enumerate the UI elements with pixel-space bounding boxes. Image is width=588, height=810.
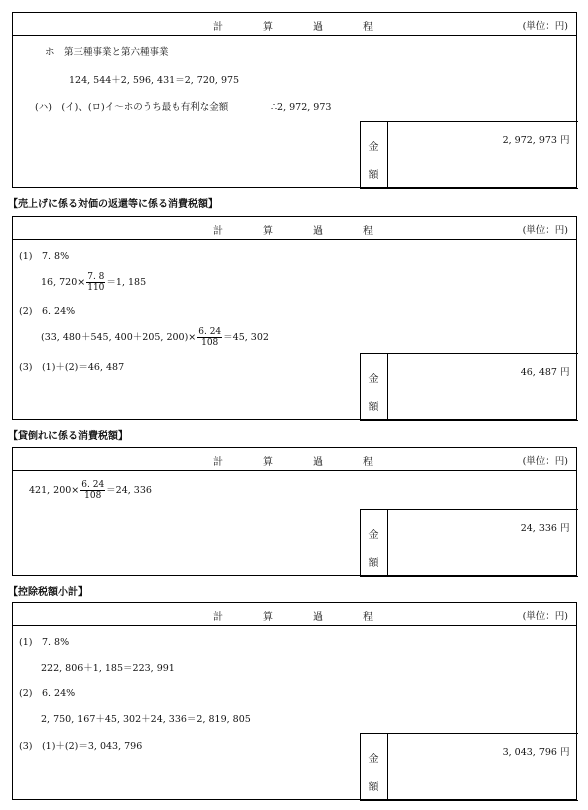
header-char: 過 bbox=[313, 22, 323, 33]
calc-line: (3) (1)＋(2)＝46, 487 bbox=[19, 362, 125, 373]
calc-box-1 bbox=[12, 12, 577, 188]
header-char: 計 bbox=[213, 226, 223, 237]
fraction: $\frac{6. 24}{108}$ bbox=[81, 480, 105, 501]
calc-line: (1) 7. 8% bbox=[19, 251, 70, 262]
amount-value: 24, 336 円 bbox=[520, 522, 570, 534]
header-char: 程 bbox=[363, 612, 373, 623]
amount-label: 金 額 bbox=[361, 354, 388, 420]
calc-box-2 bbox=[12, 216, 577, 420]
calc-line: (2) 6. 24% bbox=[19, 306, 76, 317]
fraction: $\frac{7. 8}{110}$ bbox=[87, 272, 105, 293]
header-char: 過 bbox=[313, 457, 323, 468]
calc-line: ホ 第三種事業と第六種事業 bbox=[45, 47, 169, 58]
calc-line: 421, 200× $\frac{6. 24}{108}$ ＝24, 336 bbox=[29, 480, 152, 501]
unit-label: (単位：円) bbox=[522, 611, 568, 622]
header-char: 程 bbox=[363, 22, 373, 33]
amount-value: 2, 972, 973 円 bbox=[502, 134, 570, 146]
calc-header bbox=[13, 448, 576, 471]
section-title: 【控除税額小計】 bbox=[8, 587, 88, 598]
amount-label: 金 額 bbox=[361, 510, 388, 576]
calc-line: (33, 480＋545, 400＋205, 200)× $\frac{6. 24}{108}$ ＝45, 302 bbox=[41, 327, 269, 348]
calc-header bbox=[13, 13, 576, 36]
calc-box-3 bbox=[12, 447, 577, 576]
header-char: 程 bbox=[363, 457, 373, 468]
header-char: 過 bbox=[313, 226, 323, 237]
calc-line: (ハ) (イ)、(ロ)イ～ホのうち最も有利な金額 bbox=[35, 102, 229, 113]
calc-header bbox=[13, 603, 576, 626]
calc-line: 16, 720× $\frac{7. 8}{110}$ ＝1, 185 bbox=[41, 272, 147, 293]
calc-line: (1) 7. 8% bbox=[19, 637, 70, 648]
amount-box bbox=[360, 121, 578, 189]
header-char: 算 bbox=[263, 457, 273, 468]
unit-label: (単位：円) bbox=[522, 225, 568, 236]
header-char: 計 bbox=[213, 612, 223, 623]
header-char: 計 bbox=[213, 457, 223, 468]
amount-value: 46, 487 円 bbox=[520, 366, 570, 378]
amount-box bbox=[360, 509, 578, 577]
fraction: $\frac{6. 24}{108}$ bbox=[198, 327, 222, 348]
amount-box bbox=[360, 733, 578, 801]
amount-label: 金 額 bbox=[361, 734, 388, 800]
calc-line: (2) 6. 24% bbox=[19, 688, 76, 699]
unit-label: (単位：円) bbox=[522, 21, 568, 32]
calc-line: 222, 806＋1, 185＝223, 991 bbox=[41, 663, 175, 674]
section-title: 【売上げに係る対価の返還等に係る消費税額】 bbox=[8, 199, 218, 210]
section-title: 【貸倒れに係る消費税額】 bbox=[8, 431, 128, 442]
header-char: 算 bbox=[263, 22, 273, 33]
header-char: 程 bbox=[363, 226, 373, 237]
calc-header bbox=[13, 217, 576, 240]
calc-line: ∴2, 972, 973 bbox=[271, 102, 332, 113]
calc-line: 2, 750, 167＋45, 302＋24, 336＝2, 819, 805 bbox=[41, 714, 251, 725]
amount-value: 3, 043, 796 円 bbox=[502, 746, 570, 758]
header-char: 算 bbox=[263, 612, 273, 623]
header-char: 計 bbox=[213, 22, 223, 33]
header-char: 算 bbox=[263, 226, 273, 237]
amount-label: 金 額 bbox=[361, 122, 388, 188]
calc-box-4 bbox=[12, 602, 577, 800]
calc-line: 124, 544＋2, 596, 431＝2, 720, 975 bbox=[69, 75, 240, 86]
calc-line: (3) (1)＋(2)＝3, 043, 796 bbox=[19, 741, 143, 752]
unit-label: (単位：円) bbox=[522, 456, 568, 467]
amount-box bbox=[360, 353, 578, 421]
header-char: 過 bbox=[313, 612, 323, 623]
